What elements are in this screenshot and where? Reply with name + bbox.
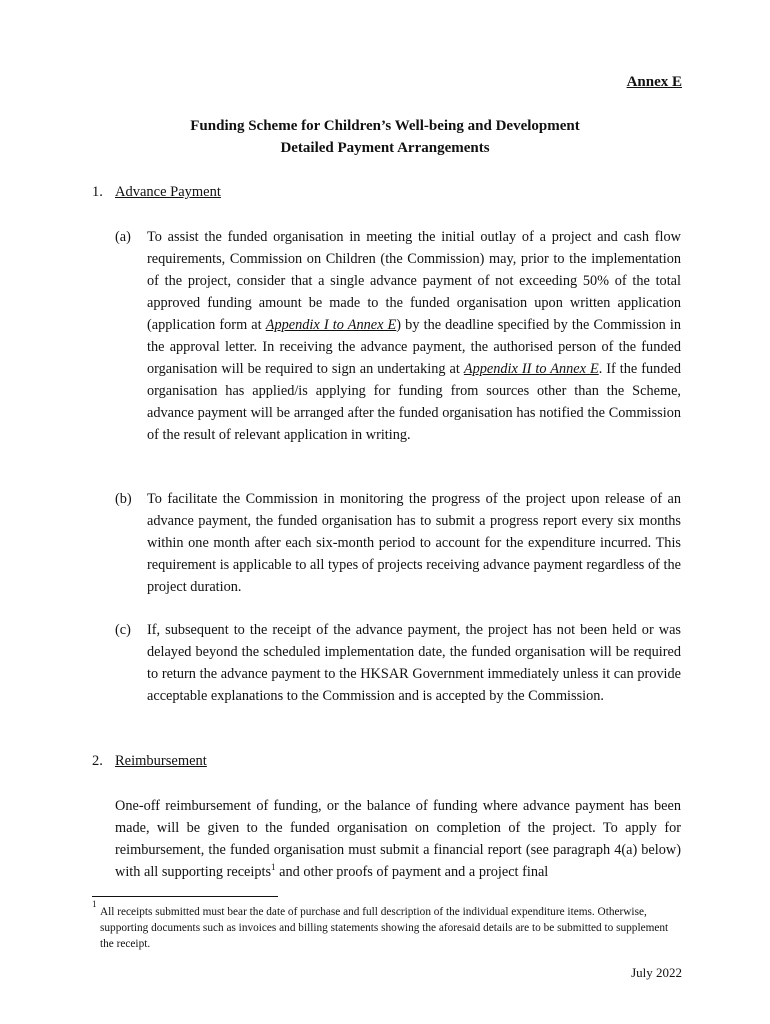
footnote-divider [92, 896, 278, 897]
section-1-heading [92, 184, 221, 201]
section-1-title: Advance Payment [115, 184, 221, 200]
paragraph-2-text: One-off reimbursement of funding, or the balance of funding where advance payment has been made, will be given to the funded organisation on completion of the project. To apply for reimbursement, the funded organisation must submit a financial report (see paragraph 4(a) below) with all supporting receipts$^1$ and other proofs of payment and a project final [115, 798, 681, 880]
document-subtitle: Detailed Payment Arrangements [280, 140, 490, 156]
paragraph-1a-text: To assist the funded organisation in meeting the initial outlay of a project and cash flow requirements, Commission on Children (the Commission) may, prior to the implementation of the project, consider that a single advance payment of not exceeding 50% of the total approved funding amount be made to the funded organisation upon written application (application form at Appendix I to Annex E) by the deadline specified by the Commission in the approval letter. In receiving the advance payment, the authorised person of the funded organisation will be required to sign an undertaking at Appendix II to Annex E. If the funded organisation has applied/is applying for funding from sources other than the Scheme, advance payment will be arranged after the funded organisation has notified the Commission of the result of relevant application in writing. [147, 229, 681, 443]
footnote: 1 All receipts submitted must bear the date of purchase and full description of the individual expenditure items. Otherwise, supporting documents such as invoices and billing statements showing the aforesaid details are to be submitted to supplement the receipt. [92, 904, 682, 952]
paragraph-1c-label: (c) [115, 622, 131, 638]
paragraph-1a-label: (a) [115, 229, 131, 245]
section-2-heading [92, 753, 207, 770]
footer-date: July 2022 [631, 965, 682, 980]
document-title: Funding Scheme for Children’s Well-being and Development [190, 118, 580, 134]
footnote-text: All receipts submitted must bear the date of purchase and full description of the individual expenditure items. Otherwise, supporting documents such as invoices and billing statements showing the aforesaid details are to be submitted to supplement the receipt. [100, 906, 669, 950]
section-2-title: Reimbursement [115, 753, 207, 769]
paragraph-1c [115, 619, 681, 707]
paragraph-1a [115, 226, 681, 446]
paragraph-1b [115, 488, 681, 598]
appendix-i-link[interactable]: Appendix I to Annex E [265, 317, 397, 333]
annex-label: Annex E [626, 74, 682, 90]
footnote-reference[interactable]: 1 [271, 862, 276, 873]
paragraph-1b-label: (b) [115, 491, 132, 507]
section-1-number: 1. [92, 184, 103, 200]
paragraph-1b-text: To facilitate the Commission in monitoring the progress of the project upon release of an advance payment, the funded organisation has to submit a progress report every six months within one month after each six-month period to account for the expenditure incurred. This requirement is applicable to all types of projects receiving advance payment regardless of the project duration. [147, 491, 681, 595]
appendix-ii-link[interactable]: Appendix II to Annex E [463, 361, 599, 377]
section-2-number: 2. [92, 753, 103, 769]
paragraph-1c-text: If, subsequent to the receipt of the advance payment, the project has not been held or was delayed beyond the scheduled implementation date, the funded organisation will be required to return the advance payment to the HKSAR Government immediately unless it can provide acceptable explanations to the Commission and is accepted by the Commission. [147, 622, 681, 704]
